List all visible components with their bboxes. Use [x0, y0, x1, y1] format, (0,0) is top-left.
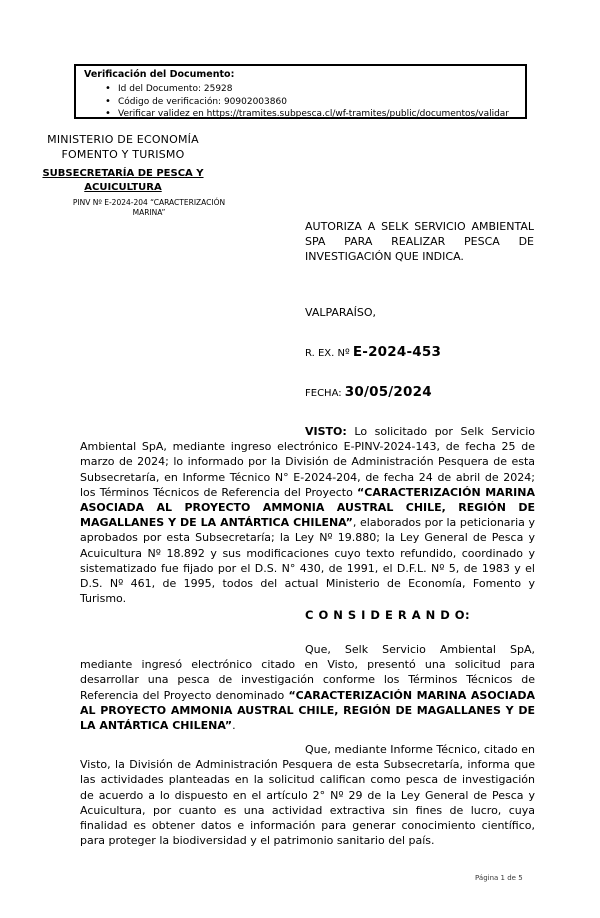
verification-item-url: • Verificar validez en https://tramites.subpesca.cl/wf-tramites/public/documentos/validar: [118, 108, 517, 121]
visto-text-1: Lo solicitado por Selk Servicio Ambiental SpA, mediante ingreso electrónico E-PINV-2024-143, de fecha 25 de marzo de 2024; lo informado por la División de Administración Pesquera de esta Subsecretaría, en Informe Técnico N° E-2024-204, de fecha 24 de abril de 2024; los Términos Técnicos de Referencia del Proyecto: [80, 425, 535, 499]
visto-label: VISTO:: [305, 425, 347, 438]
considerando-p1-text-2: .: [232, 719, 236, 733]
ministry-name-line2: FOMENTO Y TURISMO: [61, 148, 185, 161]
ministry-name-line1: MINISTERIO DE ECONOMÍA: [47, 133, 199, 146]
considerando-heading: C O N S I D E R A N D O:: [305, 608, 471, 622]
considerando-paragraph-2: [80, 742, 535, 848]
subsecretaria-line1: SUBSECRETARÍA DE PESCA Y: [42, 168, 204, 179]
page-number-footer: Página 1 de 5: [475, 874, 523, 882]
resolution-date-label: FECHA:: [305, 388, 342, 399]
verification-item-code: • Código de verificación: 90902003860: [118, 96, 517, 109]
subsecretaria-line2: ACUICULTURA: [84, 181, 162, 193]
resolution-number-line: [305, 344, 441, 360]
ministry-letterhead: [20, 132, 226, 162]
verification-box: [74, 64, 527, 119]
city-line: VALPARAÍSO,: [305, 306, 377, 319]
resolution-number-value: E-2024-453: [352, 344, 442, 360]
considerando-p1-project-title: “CARACTERIZACIÓN MARINA ASOCIADA AL PROYECTO AMMONIA AUSTRAL CHILE, REGIÓN DE MAGALLANES Y DE LA ANTÁRTICA CHILENA”: [80, 688, 535, 733]
considerando-p2-text: Que, mediante Informe Técnico, citado en Visto, la División de Administración Pesquera de esta Subsecretaría, informa que las actividades planteadas en la solicitud califican como pesca de investigación de acuerdo a lo dispuesto en el artículo 2° Nº 29 de la Ley General de Pesca y Acuicultura, por cuanto es una actividad extractiva sin fines de lucro, cuya finalidad es obtener datos e información para generar conocimiento científico, para proteger la biodiversidad y el patrimonio sanitario del país.: [80, 743, 535, 848]
resolution-date-line: [305, 384, 432, 400]
resolution-subject: AUTORIZA A SELK SERVICIO AMBIENTAL SPA PARA REALIZAR PESCA DE INVESTIGACIÓN QUE INDICA.: [305, 220, 534, 264]
visto-paragraph: [80, 424, 535, 606]
verification-list: [84, 83, 517, 121]
verification-box-title: Verificación del Documento:: [84, 69, 235, 80]
visto-project-title: “CARACTERIZACIÓN MARINA ASOCIADA AL PROYECTO AMMONIA AUSTRAL CHILE, REGIÓN DE MAGALLANES Y DE LA ANTÁRTICA CHILENA”: [80, 485, 535, 530]
verification-item-document-id: • Id del Documento: 25928: [118, 83, 517, 96]
considerando-paragraph-1: [80, 642, 535, 733]
resolution-date-value: 30/05/2024: [344, 384, 432, 400]
subsecretaria-letterhead: [20, 167, 226, 194]
considerando-p1-text-1: Que, Selk Servicio Ambiental SpA, mediante ingresó electrónico citado en Visto, presentó una solicitud para desarrollar una pesca de investigación conforme los Términos Técnicos de Referencia del Proyecto denominado: [80, 643, 535, 702]
resolution-number-label: R. EX. Nº: [305, 348, 350, 359]
visto-text-2: , elaborados por la peticionaria y aprobados por esta Subsecretaría; la Ley Nº 19.880; la Ley General de Pesca y Acuicultura Nº 18.892 y sus modificaciones cuyo texto refundido, coordinado y sistematizado fue fijado por el D.S. N° 430, de 1991, el D.F.L. Nº 5, de 1983 y el D.S. Nº 461, de 1995, todos del actual Ministerio de Economía, Fomento y Turismo.: [80, 516, 535, 606]
pinv-reference: PINV Nº E-2024-204 “CARACTERIZACIÓN MARINA”: [72, 198, 226, 217]
